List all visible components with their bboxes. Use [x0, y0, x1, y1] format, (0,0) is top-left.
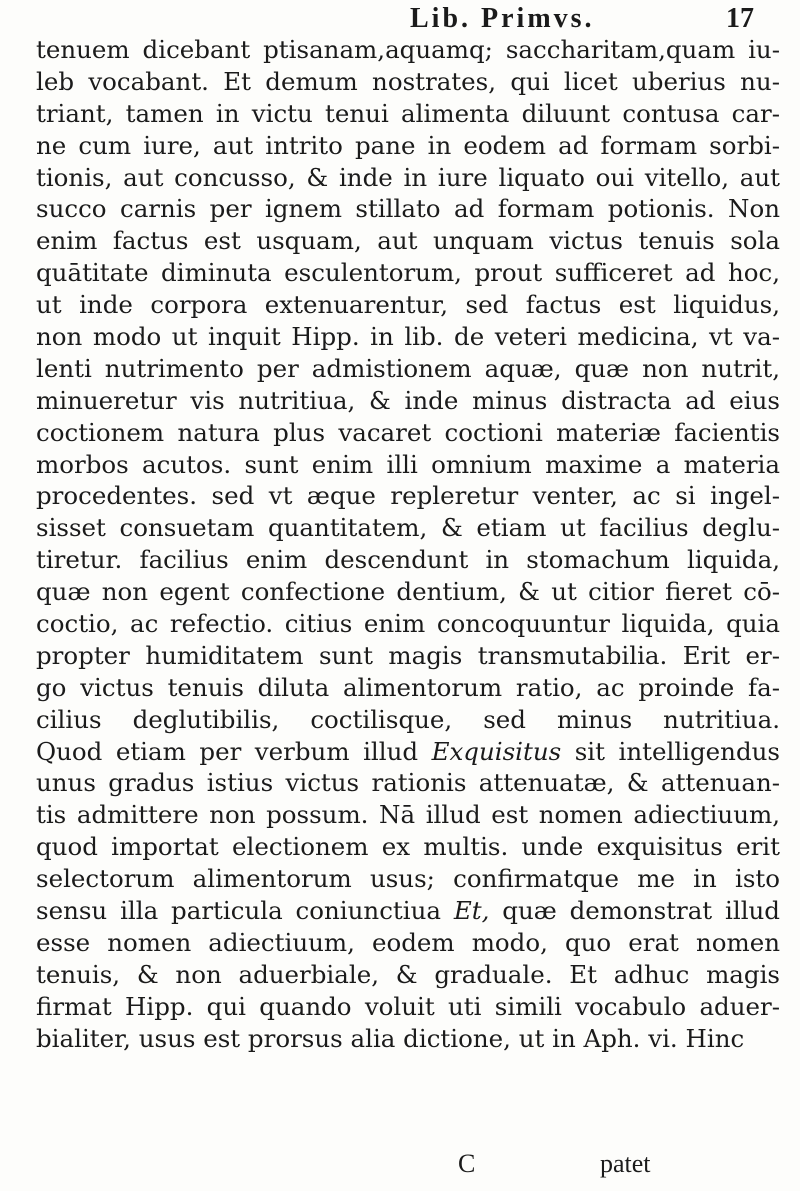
text-line: sensu illa particula coniunctiua Et, quæ demonstrat illud — [36, 896, 780, 926]
text-line: minueretur vis nutritiua, & inde minus distracta ad eius — [36, 385, 780, 415]
running-head — [36, 4, 766, 34]
text-line: lenti nutrimento per admistionem aquæ, quæ non nutrit, — [36, 353, 780, 383]
text-line: sisset consuetam quantitatem, & etiam ut facilius deglu- — [36, 513, 780, 543]
text-line: tionis, aut concusso, & inde in iure liquato oui vitello, aut — [36, 162, 780, 192]
text-line: go victus tenuis diluta alimentorum ratio, ac proinde fa- — [36, 672, 780, 702]
text-line: morbos acutos. sunt enim illi omnium maxime a materia — [36, 449, 780, 479]
text-line: bialiter, usus est prorsus alia dictione, ut in Aph. vi. Hinc — [36, 1023, 745, 1053]
text-line: succo carnis per ignem stillato ad formam potionis. Non — [36, 194, 780, 224]
text-line: coctio, ac refectio. citius enim concoquuntur liquida, quia — [36, 609, 780, 639]
body-text — [36, 34, 780, 1055]
text-line: unus gradus istius victus rationis attenuatæ, & attenuan- — [36, 768, 780, 798]
text-line: quæ non egent confectione dentium, & ut citior fieret cō- — [36, 577, 780, 607]
text-line: ne cum iure, aut intrito pane in eodem ad formam sorbi- — [36, 130, 780, 160]
text-line: quod importat electionem ex multis. unde exquisitus erit — [36, 832, 780, 862]
page-footer — [36, 1148, 766, 1180]
page-number: 17 — [726, 3, 754, 34]
text-line: Quod etiam per verbum illud Exquisitus sit intelligendus — [36, 736, 780, 766]
text-line: selectorum alimentorum usus; confirmatque me in isto — [36, 864, 780, 894]
text-line: leb vocabant. Et demum nostrates, qui licet uberius nu- — [36, 66, 780, 96]
text-line: tenuem dicebant ptisanam,aquamq; saccharitam,quam iu- — [36, 35, 780, 64]
signature-mark: C — [458, 1149, 476, 1178]
italic-term: Exquisitus — [431, 736, 562, 766]
text-line: triant, tamen in victu tenui alimenta diluunt contusa car- — [36, 98, 780, 128]
text-line: coctionem natura plus vacaret coctioni materiæ facientis — [36, 417, 780, 447]
text-line: tenuis, & non aduerbiale, & graduale. Et adhuc magis — [36, 959, 780, 989]
running-title: Lib. Primvs. — [410, 3, 595, 34]
catchword: patet — [600, 1149, 651, 1178]
text-line: non modo ut inquit Hipp. in lib. de veteri medicina, vt va- — [36, 322, 780, 352]
text-line: ut inde corpora extenuarentur, sed factus est liquidus, — [36, 290, 780, 320]
text-line: enim factus est usquam, aut unquam victus tenuis sola — [36, 226, 780, 256]
text-line: esse nomen adiectiuum, eodem modo, quo erat nomen — [36, 927, 780, 957]
text-line: procedentes. sed vt æque repleretur venter, ac si ingel- — [36, 481, 780, 511]
italic-term: Et, — [453, 896, 490, 926]
text-line: firmat Hipp. qui quando voluit uti simili vocabulo aduer- — [36, 991, 780, 1021]
text-line: tiretur. facilius enim descendunt in stomachum liquida, — [36, 545, 780, 575]
text-line: tis admittere non possum. Nā illud est nomen adiectiuum, — [36, 800, 780, 830]
text-line: quātitate diminuta esculentorum, prout sufficeret ad hoc, — [36, 258, 780, 288]
text-line: propter humiditatem sunt magis transmutabilia. Erit er- — [36, 640, 780, 670]
text-line: cilius deglutibilis, coctilisque, sed minus nutritiua. — [36, 704, 780, 734]
